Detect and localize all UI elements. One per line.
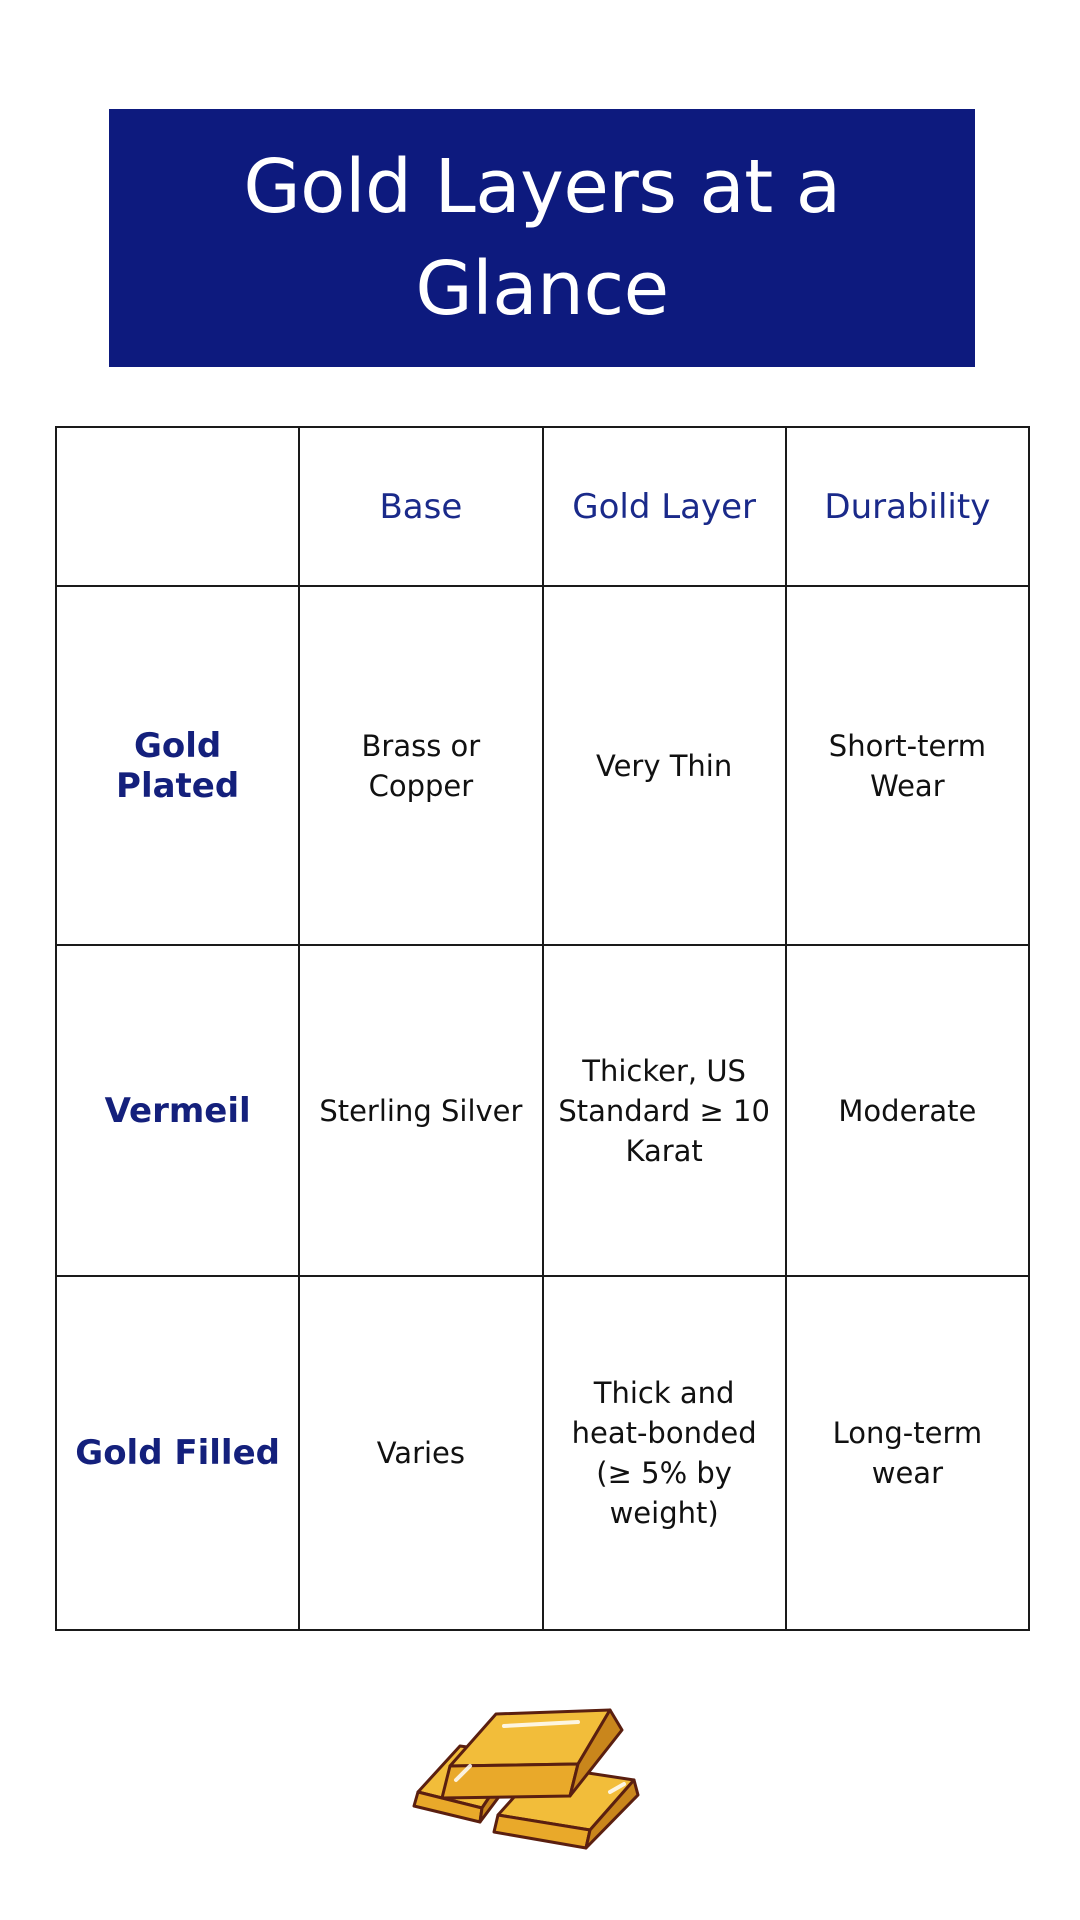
cell-gold-layer: Thicker, US Standard ≥ 10 Karat xyxy=(543,945,786,1276)
row-label-gold-plated: Gold Plated xyxy=(56,586,299,945)
header-corner xyxy=(56,427,299,586)
header-durability: Durability xyxy=(786,427,1029,586)
comparison-table xyxy=(55,426,1030,1631)
gold-bars-icon xyxy=(400,1680,690,1855)
table-row xyxy=(56,586,1029,945)
cell-durability: Short-term Wear xyxy=(786,586,1029,945)
cell-base: Brass or Copper xyxy=(299,586,542,945)
title-banner xyxy=(109,109,975,367)
cell-gold-layer: Thick and heat-bonded (≥ 5% by weight) xyxy=(543,1276,786,1630)
row-label-gold-filled: Gold Filled xyxy=(56,1276,299,1630)
cell-gold-layer: Very Thin xyxy=(543,586,786,945)
cell-durability: Long-term wear xyxy=(786,1276,1029,1630)
page-title: Gold Layers at a Glance xyxy=(243,144,841,332)
cell-base: Sterling Silver xyxy=(299,945,542,1276)
table-row xyxy=(56,945,1029,1276)
cell-durability: Moderate xyxy=(786,945,1029,1276)
header-gold-layer: Gold Layer xyxy=(543,427,786,586)
table-row xyxy=(56,1276,1029,1630)
header-base: Base xyxy=(299,427,542,586)
row-label-vermeil: Vermeil xyxy=(56,945,299,1276)
cell-base: Varies xyxy=(299,1276,542,1630)
table-header-row xyxy=(56,427,1029,586)
